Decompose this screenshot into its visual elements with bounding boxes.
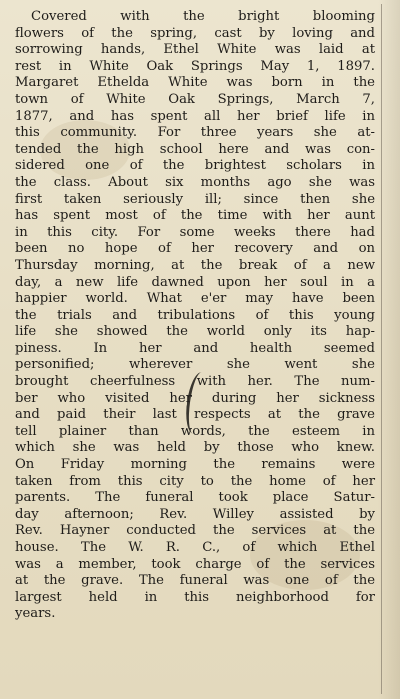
article-line: happier world. What e'er may have been bbox=[15, 291, 375, 307]
article-line: 1877, and has spent all her brief life in bbox=[15, 108, 375, 124]
article-line: this community. For three years she at- bbox=[15, 125, 375, 141]
article-line: which she was held by those who knew. bbox=[15, 440, 375, 456]
article-line: parents. The funeral took place Satur- bbox=[15, 490, 375, 506]
article-line: at the grave. The funeral was one of the bbox=[15, 573, 375, 589]
article-line: ber who visited her during her sickness bbox=[15, 390, 375, 406]
article-line: rest in White Oak Springs May 1, 1897. bbox=[15, 58, 375, 74]
article-line: the class. About six months ago she was bbox=[15, 174, 375, 190]
article-line: taken from this city to the home of her bbox=[15, 473, 375, 489]
article-line: sorrowing hands, Ethel White was laid at bbox=[15, 42, 375, 58]
article-line: in this city. For some weeks there had bbox=[15, 224, 375, 240]
column-rule bbox=[381, 4, 382, 694]
article-line: Rev. Hayner conducted the services at the bbox=[15, 523, 375, 539]
article-line: Thursday morning, at the break of a new bbox=[15, 257, 375, 273]
article-line: has spent most of the time with her aunt bbox=[15, 208, 375, 224]
obituary-article bbox=[15, 9, 375, 623]
article-line: been no hope of her recovery and on bbox=[15, 241, 375, 257]
article-line: brought cheerfulness with her. The num- bbox=[15, 374, 375, 390]
article-line: personified; wherever she went she bbox=[15, 357, 375, 373]
article-line: Margaret Ethelda White was born in the bbox=[15, 75, 375, 91]
article-line: the trials and tribulations of this young bbox=[15, 307, 375, 323]
article-line: first taken seriously ill; since then she bbox=[15, 191, 375, 207]
article-line: town of White Oak Springs, March 7, bbox=[15, 91, 375, 107]
article-line: day, a new life dawned upon her soul in a bbox=[15, 274, 375, 290]
article-line: tended the high school here and was con- bbox=[15, 141, 375, 157]
article-line: years. bbox=[15, 606, 56, 622]
article-line: sidered one of the brightest scholars in bbox=[15, 158, 375, 174]
article-line: house. The W. R. C., of which Ethel bbox=[15, 540, 375, 555]
article-line: piness. In her and health seemed bbox=[15, 340, 375, 356]
article-line: largest held in this neighborhood for bbox=[15, 589, 375, 605]
article-line: and paid their last respects at the grave bbox=[15, 407, 375, 423]
article-line: flowers of the spring, cast by loving and bbox=[15, 25, 375, 41]
article-line: On Friday morning the remains were bbox=[15, 457, 375, 473]
article-line: was a member, took charge of the services bbox=[15, 556, 375, 572]
article-line: day afternoon; Rev. Willey assisted by bbox=[15, 506, 375, 522]
article-line: tell plainer than words, the esteem in bbox=[15, 423, 375, 439]
article-line: Covered with the bright blooming bbox=[31, 9, 375, 24]
article-line: life she showed the world only its hap- bbox=[15, 324, 375, 340]
